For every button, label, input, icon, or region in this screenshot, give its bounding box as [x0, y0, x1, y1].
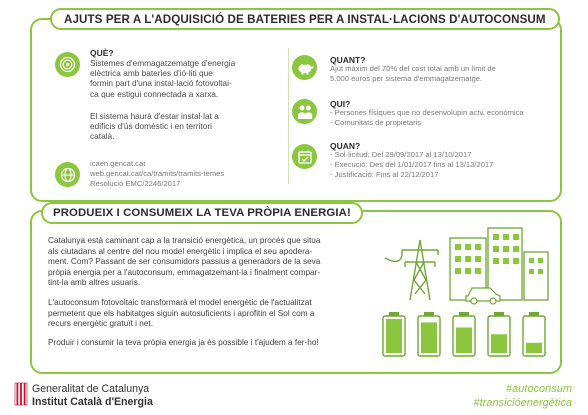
globe-icon — [55, 162, 80, 187]
list-item: - Execució: Des del 1/01/2017 fins al 13/12/2017 — [330, 160, 494, 169]
hashtag-autoconsum: #autoconsum — [505, 383, 572, 395]
links-block — [90, 159, 224, 189]
power-pylon-icon — [385, 240, 438, 300]
procedures-link[interactable]: web.gencat.cat/ca/tramits/tramits-temes — [90, 169, 225, 178]
qui-label: QUI? — [330, 99, 351, 109]
intro-paragraph: Catalunya està caminant cap a la transició energètica, un procés que situa als ciutadans al centre del nou model energètic i implica el seu apodera- ment. Com? Passant de ser consumidors passius a generadors de la seva pròpia energia per a l'autoconsum, emmagatzemant-la i finalment compar- tint-la amb altres usuaris. — [48, 236, 321, 288]
closing-paragraph: Produir i consumir la teva pròpia energia ja és possible i t'ajudem a fer-ho! — [48, 338, 319, 347]
solar-target-icon — [55, 52, 80, 77]
list-item: - Justificació: Fins al 22/12/2017 — [330, 170, 439, 179]
hashtag-transicio: #transicióenergètica — [473, 397, 572, 409]
quant-description: Ajut màxim del 70% del cost total amb un límit de 5.000 euros per sistema d'emmagatzematge. — [330, 64, 496, 83]
gencat-logo-icon — [14, 382, 28, 406]
organization-name: Generalitat de Catalunya — [32, 383, 150, 395]
battery-icon — [383, 312, 405, 356]
quan-label: QUAN? — [330, 141, 361, 151]
people-icon — [292, 99, 317, 124]
photovoltaic-paragraph: L'autoconsum fotovoltaic transformarà el model energètic de l'actualitzat permetent que els habitatges siguin autosuficients i aprofitin el Sol com a recurs energètic gratuït i net. — [48, 298, 315, 329]
qui-list — [330, 108, 524, 128]
column-divider — [288, 48, 289, 184]
page-title: AJUTS PER A L'ADQUISICIÓ DE BATERIES PER A INSTAL·LACIONS D'AUTOCONSUM — [50, 8, 560, 30]
section-title: PRODUEIX I CONSUMEIX LA TEVA PRÒPIA ENERGIA! — [41, 202, 363, 224]
list-item: - Comunitats de propietaris — [330, 118, 422, 127]
piggy-bank-icon — [292, 55, 317, 80]
battery-icon — [453, 312, 475, 356]
battery-icon — [418, 312, 440, 356]
que-requirement: El sistema haurà d'estar instal·lat a edificis d'ús domèstic i en territori català. — [90, 111, 219, 142]
resolution-reference: Resolució EMC/2246/2017 — [90, 179, 181, 188]
calendar-icon — [292, 144, 317, 169]
que-label: QUÈ? — [90, 48, 114, 58]
list-item: - Persones físiques que no desenvolupin actv. econòmica — [330, 108, 524, 117]
institute-name: Institut Català d'Energia — [32, 396, 153, 408]
website-link[interactable]: icaen.gencat.cat — [90, 159, 146, 168]
energy-illustration — [380, 222, 552, 306]
list-item: - Sol·licitud: Del 29/09/2017 al 13/10/2017 — [330, 150, 472, 159]
que-description: Sistemes d'emmagatzematge d'energia elèctrica amb bateries d'ió-liti que formin part d'una instal·lació fotovoltai- ca que estigui connectada a xarxa. — [90, 58, 236, 99]
quan-list — [330, 150, 493, 180]
battery-row — [380, 306, 552, 364]
battery-icon — [488, 312, 510, 356]
quant-label: QUANT? — [330, 55, 366, 65]
battery-icon — [523, 312, 545, 356]
